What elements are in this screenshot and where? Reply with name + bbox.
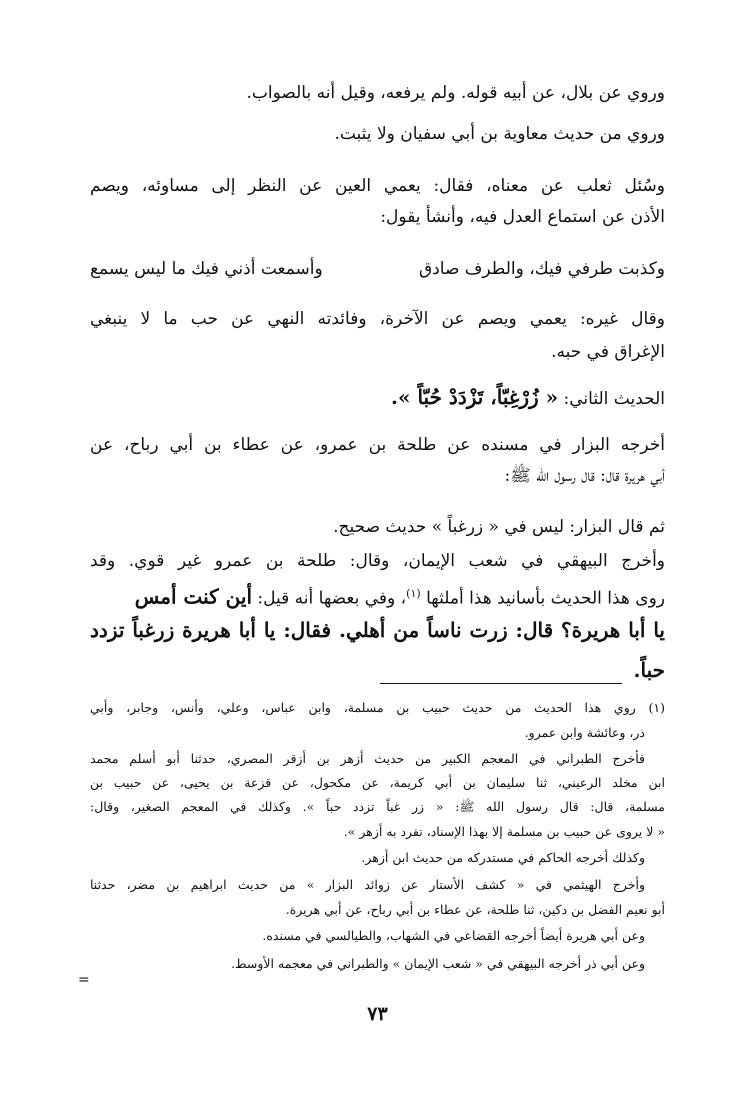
body-line-4: الأذن عن استماع العدل فيه، وأنشأ يقول: — [380, 207, 665, 227]
hadith-heading — [90, 383, 665, 413]
footnote-1: (١) روي هذا الحديث من حديث حبيب بن مسلمة، وابن عباس، وعلي، وأنس، وجابر، وأبي — [90, 700, 665, 715]
continuation-mark: = — [78, 972, 90, 988]
body-line-7: أخرجه البزار في مسنده عن طلحة بن عمرو، عن عطاء بن أبي رباح، عن — [90, 435, 665, 455]
hadith-label: الحديث الثاني: — [558, 389, 665, 409]
body-line-12: يا أبا هريرة؟ قال: زرت ناساً من أهلي. فقال: يا أبا هريرة زرغباً تزدد — [90, 618, 665, 642]
footnote-9: أبو نعيم الفضل بن دكين، ثنا طلحة، عن عطاء بن أبي رباح، عن أبي هريرة. — [285, 902, 665, 917]
body-line-11-text: روى هذا الحديث بأسانيد هذا أملثها — [420, 588, 665, 609]
footnote-8: وأخرج الهيثمي في « كشف الأستار عن زوائد البزار » من حديث ابراهيم بن مضر، حدثنا — [90, 877, 645, 892]
footnote-11: وعن أبي ذر أخرجه البيهقي في « شعب الإيمان » والطبراني في معجمه الأوسط. — [231, 956, 645, 971]
page-number: ٧٣ — [367, 1003, 388, 1025]
body-line-3: وسُئل ثعلب عن معناه، فقال: يعمي العين عن النظر إلى مساوئه، ويصم — [90, 176, 665, 196]
body-line-8: أبي هريرة قال: قال رسول الله ﷺ: — [504, 466, 665, 486]
body-line-11-text-2: ، وفي بعضها أنه قيل: — [252, 588, 407, 609]
footnote-reference: (١) — [406, 587, 421, 600]
footnote-separator — [380, 683, 622, 684]
footnote-10: وعن أبي هريرة أيضاً أخرجه القضاعي في الشهاب، والطيالسي في مسنده. — [262, 928, 645, 943]
body-line-10: وأخرج البيهقي في شعب الإيمان، وقال: طلحة بن عمرو غير قوي. وقد — [90, 551, 665, 571]
body-line-11 — [90, 580, 665, 613]
verse-first-hemistich: وكذبت طرفي فيك، والطرف صادق — [419, 259, 665, 279]
body-line-11-bold: أين كنت أمس — [134, 584, 253, 609]
body-line-13: حباً. — [633, 658, 665, 682]
hadith-text: « زُرْغِبّاً، تَزْدَدْ حُبّاً ». — [391, 385, 559, 409]
footnote-4: ابن مخلد الرعيني، ثنا سليمان بن أبي كريمة، عن مكحول، عن قزعة بن يحيى، عن حبيب بن — [90, 775, 665, 790]
footnote-2: ذر، وعائشة وابن عمرو. — [524, 725, 645, 740]
verse-second-hemistich: وأسمعت أذني فيك ما ليس يسمع — [90, 259, 323, 279]
body-line-6: الإغراق في حبه. — [551, 342, 665, 362]
body-line-5: وقال غيره: يعمي ويصم عن الآخرة، وفائدته النهي عن حب ما لا ينبغي — [90, 309, 665, 329]
body-line-1: وروي عن بلال، عن أبيه قوله. ولم يرفعه، وقيل أنه بالصواب. — [246, 83, 665, 103]
body-line-2: وروي من حديث معاوية بن أبي سفيان ولا يثبت. — [334, 124, 665, 144]
footnote-3: فأخرج الطبراني في المعجم الكبير من حديث أزهر بن أزقر المصري، حدثنا أبو أسلم محمد — [90, 751, 645, 766]
footnote-6: « لا يروى عن حبيب بن مسلمة إلا بهذا الإسناد، تفرد به أزهر ». — [343, 824, 665, 839]
footnote-5: مسلمة، قال: قال رسول الله ﷺ: « زر غباً تزدد حباً ». وكذلك في المعجم الصغير، وقال: — [90, 799, 665, 814]
poetry-verse — [90, 255, 665, 283]
footnote-7: وكذلك أخرجه الحاكم في مستدركه من حديث ابن أزهر. — [361, 850, 645, 865]
body-line-9: ثم قال البزار: ليس في « زرغباً » حديث صحيح. — [333, 517, 665, 537]
